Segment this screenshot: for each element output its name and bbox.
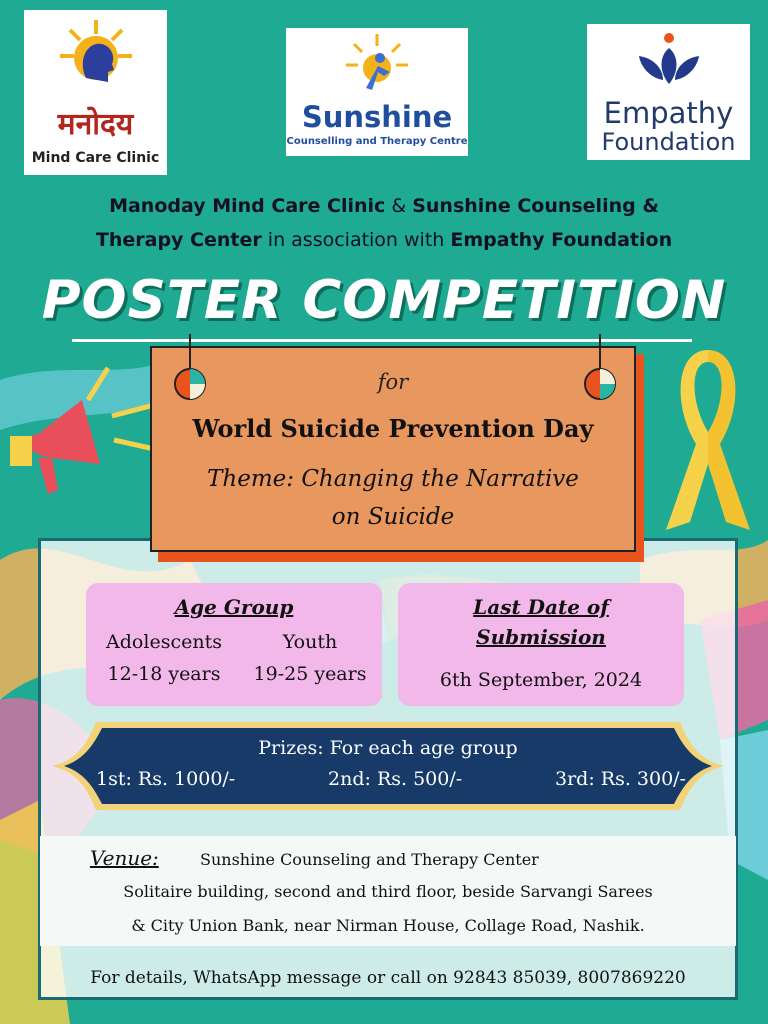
organizer-ampersand: & [385,195,413,217]
empathy-logo [587,24,750,160]
theme-line-2: on Suicide [331,504,455,530]
organizers-line-1 [0,195,768,217]
organizers-line-2 [0,229,768,251]
event-name: World Suicide Prevention Day [192,414,594,443]
banner-for: for [377,370,409,394]
banner-pin-left-icon [170,334,210,402]
venue-section [40,836,736,946]
empathy-leaves-icon [633,30,705,88]
venue-line-3: & City Union Bank, near Nirman House, Collage Road, Nashik. [131,916,645,935]
venue-line-2: Solitaire building, second and third floor, beside Sarvangi Sarees [123,882,653,901]
age-adolescents-label: Adolescents [106,631,222,653]
manoday-logo [24,10,167,175]
age-group-heading: Age Group [174,595,294,619]
prizes-heading: Prizes: For each age group [258,737,518,759]
age-group-card [86,583,382,706]
sunshine-logo [286,28,468,156]
contact-info: For details, WhatsApp message or call on 92843 85039, 8007869220 [90,968,686,988]
venue-label: Venue: [90,846,159,870]
age-youth-range: 19-25 years [253,663,367,685]
organizer-sunshine-cont: Therapy Center [95,229,262,251]
prizes-frame [50,720,726,812]
organizer-sunshine: Sunshine Counseling & [412,195,659,217]
organizer-manoday: Manoday Mind Care Clinic [109,195,386,217]
prize-second: 2nd: Rs. 500/- [328,768,463,790]
empathy-foundation: Foundation [601,128,736,156]
theme-line-1: Theme: Changing the Narrative [207,466,579,492]
age-adolescents-range: 12-18 years [107,663,221,685]
organizer-association: in association with [261,229,451,251]
age-youth-label: Youth [282,631,338,653]
manoday-subtitle: Mind Care Clinic [31,150,160,166]
prize-first: 1st: Rs. 1000/- [96,768,236,790]
manoday-devanagari-logotype: मनोदय [57,107,134,142]
deadline-heading-2: Submission [476,625,606,649]
deadline-card [398,583,684,706]
prizes-row [96,768,686,790]
organizer-empathy: Empathy Foundation [450,229,673,251]
venue-line-1: Sunshine Counseling and Therapy Center [200,850,539,869]
prize-third: 3rd: Rs. 300/- [554,768,686,790]
sunshine-subtitle: Counselling and Therapy Centre [286,136,468,147]
deadline-date: 6th September, 2024 [439,669,643,691]
sun-head-icon [56,16,136,96]
sunshine-name: Sunshine [301,100,453,134]
awareness-ribbon-icon [656,344,760,534]
empathy-name: Empathy [603,96,734,130]
sunshine-figure-icon [344,32,410,98]
poster-title: POSTER COMPETITION [41,270,727,331]
banner-pin-right-icon [580,334,620,402]
deadline-heading-1: Last Date of [473,595,609,619]
event-banner [150,346,636,552]
